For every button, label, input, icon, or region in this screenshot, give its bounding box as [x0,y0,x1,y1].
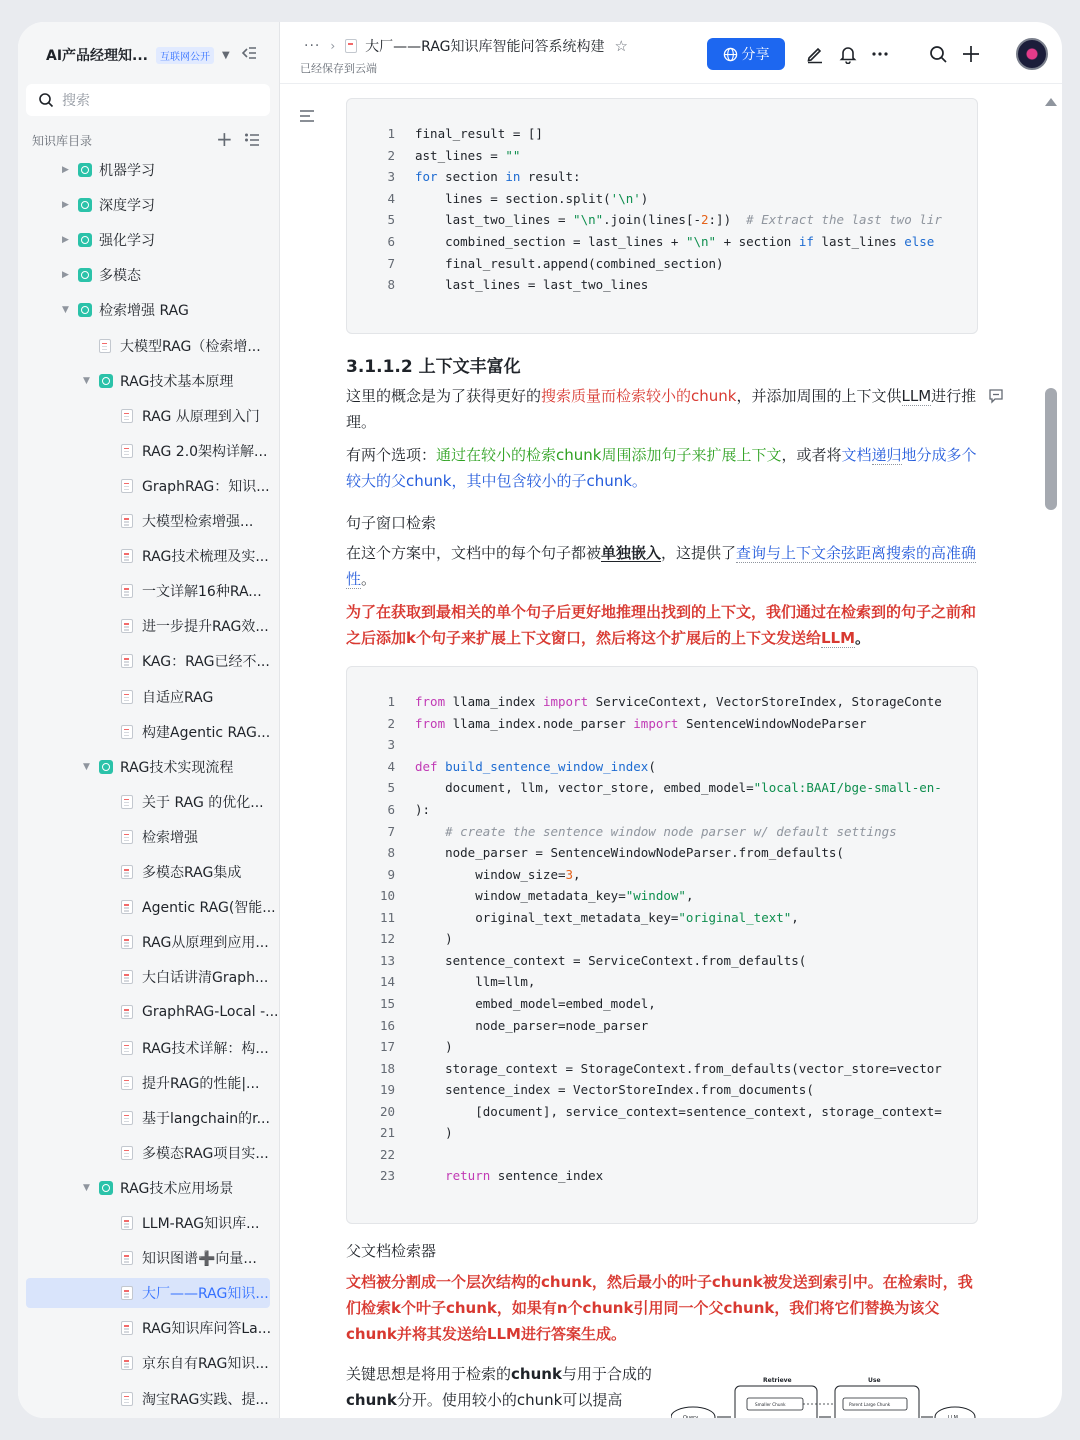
sidebar-item[interactable] [26,1384,270,1414]
code-text: ) [415,1125,453,1141]
sidebar-item[interactable] [26,717,270,747]
text: 与用于合成的 [561,1365,652,1383]
code-text: def build_sentence_window_index( [415,758,656,774]
document-icon [121,584,133,598]
code-text: last_two_lines = "\n".join(lines[-2:]) # Extract the last two lir [415,212,942,228]
breadcrumb [304,36,628,56]
line-number: 4 [387,190,395,206]
code-text: ) [415,931,453,947]
plus-icon[interactable] [961,44,981,64]
sidebar-item[interactable] [26,1138,270,1168]
sidebar-item[interactable] [26,892,276,922]
heading-parent-retriever: 父文档检索器 [346,1242,437,1260]
directory-label: 知识库目录 [32,133,93,148]
sidebar-item[interactable] [26,646,270,676]
document-icon [121,1111,133,1125]
knowledge-base-title: AI产品经理知... [46,48,148,64]
edit-icon[interactable] [805,44,825,64]
sidebar-item-label: RAG从原理到应用... [142,935,269,952]
sidebar-item-label: 强化学习 [99,233,155,250]
sidebar-item-label: 提升RAG的性能|... [142,1075,260,1092]
code-text: from llama_index.node_parser import SentenceWindowNodeParser [415,715,867,731]
sidebar-item[interactable] [26,1243,270,1273]
save-status: 已经保存到云端 [300,62,377,75]
code-text: [document], service_context=sentence_context, storage_context= [415,1103,942,1119]
sidebar-item-label: 构建Agentic RAG... [142,724,271,741]
sidebar-item[interactable] [26,1068,270,1098]
document-icon [121,865,133,879]
sidebar-item-label: 检索增强 RAG [99,303,189,320]
line-number: 5 [387,212,395,228]
line-number: 18 [379,1060,395,1076]
document-icon [121,444,133,458]
line-number: 7 [387,823,395,839]
line-number: 20 [379,1103,395,1119]
sidebar-item-label: 基于langchain的r... [142,1110,270,1127]
code-text: from llama_index import ServiceContext, VectorStoreIndex, StorageConte [415,694,942,710]
sidebar-item[interactable] [26,682,270,712]
code-text: llm=llm, [415,974,536,990]
sidebar-item-label: RAG 2.0架构详解... [142,443,268,460]
term-link[interactable]: LLM [820,629,856,647]
sidebar-item-label: RAG技术实现流程 [120,759,234,776]
caret-down-icon[interactable]: ▼ [62,305,69,316]
share-button[interactable] [707,38,785,70]
bell-icon[interactable] [838,44,858,64]
sidebar-item[interactable] [26,366,270,396]
folder-icon [78,198,92,212]
document-icon [121,900,133,914]
highlight-text: 文档 [841,446,872,464]
collapse-sidebar-icon[interactable] [240,44,258,62]
sidebar-item[interactable] [26,1173,270,1203]
sidebar-item[interactable] [26,752,270,782]
bold-text: chunk [346,1391,397,1409]
sidebar-item-label: 多模态RAG集成 [142,865,242,881]
document-icon [121,549,133,563]
sidebar-item[interactable] [26,1278,270,1308]
paragraph-emphasis [346,599,978,651]
parent-retriever-diagram [671,1374,981,1421]
caret-down-icon[interactable]: ▼ [83,375,90,386]
line-number: 2 [387,715,395,731]
sidebar-item-label: LLM-RAG知识库... [142,1216,260,1232]
code-text: storage_context = StorageContext.from_defaults(vector_store=vector [415,1060,942,1076]
line-number: 13 [379,952,395,968]
paragraph-emphasis: 文档被分割成一个层次结构的chunk，然后最小的叶子chunk被发送到索引中。在检索时，我们检索k个叶子chunk，如果有n个chunk引用同一个父chunk，我们将它们替换为该父chunk并将其发送给LLM进行答案生成。 [346,1273,973,1343]
code-text: node_parser=node_parser [415,1017,649,1033]
caret-down-icon[interactable]: ▼ [83,1182,90,1193]
line-number: 15 [379,995,395,1011]
document-icon [121,970,133,984]
sidebar-item-label: 知识图谱➕向量... [142,1251,257,1268]
scrollbar-thumb[interactable] [1045,388,1057,510]
caret-right-icon[interactable]: ▶ [62,235,69,246]
sidebar-item-label: 自适应RAG [142,689,214,706]
add-icon[interactable]: + [216,127,233,151]
line-number: 22 [379,1146,395,1162]
code-text: sentence_index = VectorStoreIndex.from_documents( [415,1082,814,1098]
diagram-label-retrieve: Retrieve [763,1377,792,1384]
sidebar-item-label: RAG知识库问答La... [142,1321,272,1338]
code-text: # create the sentence window node parser w/ default settings [445,823,897,839]
code-text: ast_lines = "" [415,147,521,163]
search-icon [38,92,54,108]
document-icon [121,1005,133,1019]
paragraph [346,1361,656,1413]
line-number: 19 [379,1082,395,1098]
document-icon [121,654,133,668]
sidebar-item[interactable] [26,1103,270,1133]
caret-right-icon[interactable]: ▶ [62,165,69,175]
diagram-label-query: Query [683,1415,699,1421]
code-text: final_result.append(combined_section) [415,255,724,271]
sidebar-item-label: 大厂——RAG知识... [142,1286,269,1303]
globe-icon [723,47,738,62]
caret-right-icon[interactable]: ▶ [62,270,69,281]
sidebar-item-label: 检索增强 [142,829,198,846]
sidebar-item-label: 关于 RAG 的优化... [142,794,264,811]
folder-icon [78,268,92,282]
line-number: 5 [387,780,395,796]
document-icon [121,1076,133,1090]
sidebar-item-label: KAG：RAG已经不... [142,654,270,671]
sidebar-item[interactable] [26,822,270,852]
sidebar-item-label: RAG 从原理到入门 [142,408,260,425]
document-icon [121,1041,133,1055]
sidebar-item-label: 深度学习 [99,198,155,215]
line-number: 21 [379,1125,395,1141]
text: ，这提供了 [661,544,737,562]
document-icon [121,619,133,633]
top-bar [280,22,1062,84]
line-number: 2 [387,147,395,163]
underlined-text: 单独嵌入 [601,544,662,562]
code-text: sentence_context = ServiceContext.from_defaults( [415,952,807,968]
document-icon [121,830,133,844]
line-number: 6 [387,234,395,249]
sidebar-item-label: 一文详解16种RA... [142,584,262,601]
scroll-up-arrow-icon[interactable] [1045,98,1057,106]
sidebar-item[interactable] [26,401,270,431]
paragraph [346,540,978,592]
line-number: 3 [387,737,395,753]
sidebar-item[interactable] [26,155,270,185]
highlight-text: 搜索质量而检索较小的chunk [541,387,737,405]
sidebar-item-label: 多模态RAG项目实... [142,1145,269,1162]
sidebar-item-label: 大白话讲清Graph... [142,970,269,987]
more-breadcrumb-button[interactable]: ··· [304,38,321,54]
document-icon [121,479,133,493]
folder-icon [99,1181,113,1195]
sidebar-item-label: GraphRAG：知识... [142,478,270,495]
sidebar-item[interactable] [26,260,270,290]
sidebar-item[interactable] [26,857,270,887]
line-number: 11 [379,909,395,925]
sidebar-item-label: RAG技术基本原理 [120,373,234,390]
sidebar-item-label: Agentic RAG(智能... [142,900,276,917]
diagram-label-parent-chunk: Parent Large Chunk [849,1402,891,1407]
code-text: ): [415,802,431,817]
code-text: lines = section.split('\n') [415,190,649,206]
code-text: for section in result: [415,169,581,185]
app-window [18,22,1062,1421]
sidebar-item-label: 机器学习 [99,163,155,179]
sidebar-item-label: GraphRAG-Local -... [142,1004,279,1021]
chevron-down-icon[interactable]: ▼ [222,49,230,61]
folder-icon [99,374,113,388]
line-number: 12 [379,931,395,947]
line-number: 3 [387,169,395,185]
line-number: 1 [387,694,395,710]
sidebar-item[interactable] [26,1313,270,1343]
line-number: 16 [379,1017,395,1033]
knowledge-base-header[interactable] [46,44,230,66]
sidebar-item[interactable] [26,1033,270,1063]
caret-down-icon[interactable]: ▼ [83,761,90,772]
comment-icon[interactable] [988,388,1004,404]
sidebar-item[interactable] [26,962,270,992]
code-text: embed_model=embed_model, [415,995,656,1011]
text: 。 [361,570,377,588]
sidebar-item[interactable] [26,576,270,606]
document-icon [99,339,111,353]
code-text: last_lines = last_two_lines [415,277,649,293]
document-icon [121,1321,133,1335]
folder-icon [99,760,113,774]
document-title[interactable]: 大厂——RAG知识库智能问答系统构建 [365,39,605,55]
caret-right-icon[interactable]: ▶ [62,200,69,211]
line-number: 23 [379,1168,395,1184]
code-block[interactable] [346,666,978,1224]
term-link[interactable]: LLM [901,387,932,405]
text: 有两个选项： [346,446,437,464]
sidebar-item[interactable] [26,1208,270,1238]
code-text: ) [415,1039,453,1055]
document-icon [121,409,133,423]
term-link[interactable]: 递归 [871,446,902,464]
sidebar-item-label: RAG技术详解：构... [142,1040,269,1057]
document-icon [121,1356,133,1370]
sidebar-item[interactable] [26,611,270,641]
document-icon [121,935,133,949]
paragraph [346,442,978,494]
line-number: 8 [387,845,395,861]
document-icon [345,39,357,53]
text: ，或者将 [781,446,842,464]
text: 这里的概念是为了获得更好的 [346,387,542,405]
more-icon[interactable] [870,44,890,64]
sidebar-item-label: 进一步提升RAG效... [142,619,269,636]
chevron-right-icon: › [330,39,336,53]
code-text: combined_section = last_lines + "\n" + section if last_lines else [415,234,935,249]
document-icon [121,690,133,704]
sidebar-item[interactable] [26,295,270,325]
code-text: window_metadata_key="window", [415,888,694,904]
highlight-text: 地分成多个较大的父chunk，其中包含较小的子chunk [346,446,977,490]
outline-icon[interactable] [299,109,315,123]
text: 。 [855,629,871,647]
diagram-label-llm: LLM [948,1415,958,1421]
sidebar-item-label: 大模型检索增强... [142,514,254,530]
paragraph [346,383,978,435]
sidebar-item[interactable] [26,997,279,1027]
highlight-text[interactable]: 查询与上下文余弦距离搜索的高准确性 [346,544,977,588]
line-number: 8 [387,277,395,293]
sidebar-item[interactable] [26,471,270,501]
line-number: 1 [387,126,395,142]
bold-text: chunk [511,1365,562,1383]
text: ，并添加周围的上下文供 [736,387,902,405]
sidebar-item-label: 京东自有RAG知识... [142,1356,269,1373]
text: 为了在获取到最相关的单个句子后更好地推理出找到的上下文，我们通过在检索到的句子之前和之后添加k个句子来扩展上下文窗口，然后将这个扩展后的上下文发送给 [346,603,977,647]
code-text: window_size=3, [415,866,581,882]
search-input[interactable] [26,84,270,116]
document-icon [121,1286,133,1300]
code-text: return sentence_index [445,1168,604,1184]
public-badge: 互联网公开 [156,47,214,64]
document-icon [121,795,133,809]
heading-sentence-window: 句子窗口检索 [346,514,437,532]
line-number: 7 [387,255,395,271]
sidebar-item-label: 淘宝RAG实践、提... [142,1391,269,1408]
document-icon [121,725,133,739]
line-number: 10 [379,888,395,904]
heading-context-enrichment: 3.1.1.2 上下文丰富化 [346,357,521,377]
sidebar-item-label: RAG技术应用场景 [120,1180,234,1197]
sidebar-item[interactable] [26,225,270,255]
sidebar-item-label: 大模型RAG（检索增... [120,338,261,355]
folder-icon [78,233,92,247]
folder-icon [78,163,92,177]
code-text: final_result = [] [415,126,543,142]
document-icon [121,514,133,528]
line-number: 9 [387,866,395,882]
diagram-label-smaller-chunk: Smaller Chunk [755,1402,786,1407]
avatar[interactable] [1016,38,1048,70]
sidebar-item[interactable] [26,331,270,361]
document-icon [121,1251,133,1265]
list-view-icon[interactable] [244,132,260,148]
code-block[interactable] [346,98,978,334]
search-icon[interactable] [928,44,948,64]
folder-icon [78,303,92,317]
line-number: 17 [379,1039,395,1055]
line-number: 4 [387,758,395,774]
highlight-text: 通过在较小的检索chunk周围添加句子来扩展上下文 [436,446,782,464]
star-icon[interactable]: ☆ [614,37,628,55]
sidebar-item[interactable] [26,506,270,536]
text: 关键思想是将用于检索的 [346,1365,512,1383]
diagram-label-use: Use [868,1377,881,1384]
search-placeholder: 搜索 [62,93,90,109]
document-icon [121,1146,133,1160]
sidebar-item[interactable] [26,1348,270,1378]
sidebar-item-label: RAG技术梳理及实... [142,549,269,566]
sidebar [18,22,280,1418]
share-label: 分享 [741,47,770,63]
text: 分开。使用较小的chunk可以提高 [396,1391,623,1409]
sidebar-item[interactable] [26,927,270,957]
code-text: node_parser = SentenceWindowNodeParser.from_defaults( [415,845,844,861]
sidebar-item-label: 多模态 [99,268,141,285]
sidebar-item[interactable] [26,190,270,220]
sidebar-item[interactable] [26,436,270,466]
document-icon [121,1216,133,1230]
text: 进行推理。 [346,387,977,431]
line-number: 6 [387,802,395,817]
text: 。 [631,472,647,490]
code-text: document, llm, vector_store, embed_model="local:BAAI/bge-small-en- [415,780,942,796]
text: 在这个方案中，文档中的每个句子都被 [346,544,602,562]
sidebar-item[interactable] [26,787,270,817]
line-number: 14 [379,974,395,990]
directory-header [32,127,272,151]
code-text: original_text_metadata_key="original_text", [415,909,799,925]
document-icon [121,1392,133,1406]
sidebar-item[interactable] [26,541,270,571]
